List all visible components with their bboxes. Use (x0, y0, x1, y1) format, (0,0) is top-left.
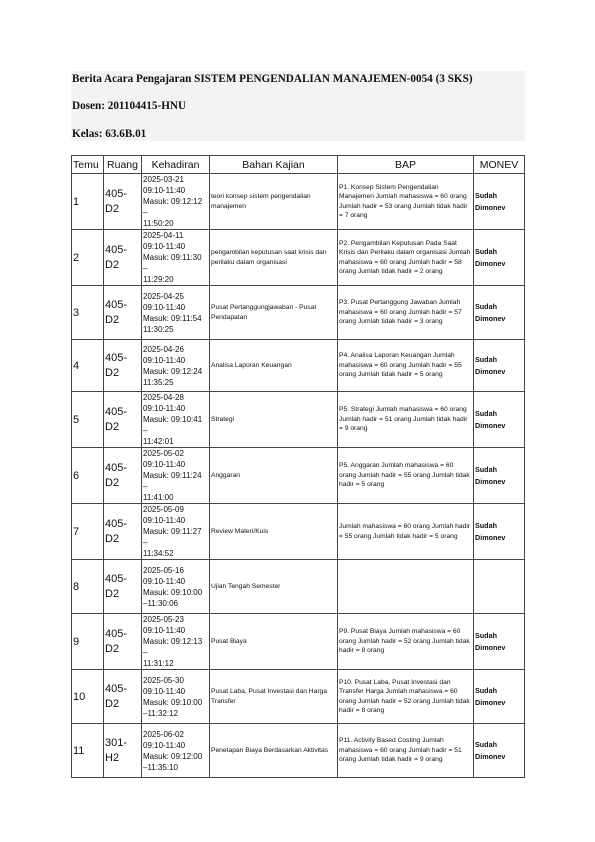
room-cell (104, 230, 142, 286)
topic-cell-text: Ujian Tengah Semester (211, 582, 281, 590)
lecturer-line: Dosen: 201104415-HNU (72, 100, 187, 112)
monev-status (474, 230, 525, 286)
topic-cell-text: Pusat Biaya (211, 637, 247, 645)
room-cell-text: 405-D2 (105, 572, 128, 600)
attendance-cell (142, 392, 210, 448)
bap-cell (338, 286, 474, 340)
topic-cell-text: Analisa Laporan Keuangan (211, 361, 292, 369)
attendance-cell (142, 230, 210, 286)
document-title: Berita Acara Pengajaran SISTEM PENGENDALIAN MANAJEMEN-0054 (3 SKS) (72, 73, 473, 85)
meeting-number-text: 11 (73, 744, 85, 757)
column-header-ruang: Ruang (104, 156, 142, 174)
topic-cell (210, 286, 338, 340)
attendance-cell-text: 2025-05-23 09:10-11:40 Masuk: 09:12:13 – 11:31:12 (143, 615, 203, 668)
room-cell-text: 405-D2 (105, 517, 128, 545)
bap-cell (338, 340, 474, 392)
room-cell (104, 286, 142, 340)
topic-cell-text: Strategi (211, 415, 235, 423)
topic-cell-text: Penetapan Biaya Berdasarkan Aktivitas (211, 746, 329, 754)
meeting-number-text: 5 (73, 413, 80, 426)
room-cell (104, 174, 142, 230)
monev-status-text: Sudah Dimonev (475, 685, 506, 707)
monev-status (474, 174, 525, 230)
room-cell (104, 724, 142, 778)
meeting-number (72, 174, 104, 230)
table-row (72, 340, 525, 392)
meeting-number (72, 230, 104, 286)
table-row (72, 670, 525, 724)
room-cell (104, 560, 142, 614)
attendance-cell (142, 286, 210, 340)
topic-cell-text: Review Materi/Kuis (211, 527, 269, 535)
meeting-number-text: 2 (73, 251, 80, 264)
monev-status (474, 392, 525, 448)
monev-status (474, 504, 525, 560)
monev-status-text: Sudah Dimonev (475, 739, 506, 761)
topic-cell (210, 614, 338, 670)
monev-status-text: Sudah Dimonev (475, 190, 506, 212)
bap-cell-text: P5. Strategi Jumlah mahasiswa = 60 orang Jumlah hadir = 51 orang Jumlah tidak hadir = 9 orang (339, 406, 468, 433)
bap-cell (338, 174, 474, 230)
attendance-cell-text: 2025-05-02 09:10-11:40 Masuk: 09:11:24 – 11:41:00 (143, 449, 202, 502)
topic-cell (210, 448, 338, 504)
room-cell-text: 405-D2 (105, 243, 128, 271)
meeting-number-text: 4 (73, 359, 80, 372)
topic-cell (210, 340, 338, 392)
table-row (72, 504, 525, 560)
table-header-row (72, 156, 525, 174)
meeting-number-text: 6 (73, 469, 80, 482)
room-cell-text: 405-D2 (105, 298, 128, 326)
monev-status (474, 614, 525, 670)
table-row (72, 448, 525, 504)
room-cell (104, 392, 142, 448)
attendance-cell-text: 2025-03-21 09:10-11:40 Masuk: 09:12:12 – 11:50:20 (143, 175, 203, 228)
meeting-number (72, 670, 104, 724)
topic-cell-text: Pusat Pertanggungjawaban - Pusat Pendapatan (211, 304, 317, 321)
bap-cell (338, 392, 474, 448)
monev-status-text: Sudah Dimonev (475, 354, 506, 376)
monev-status-text: Sudah Dimonev (475, 630, 506, 652)
bap-cell (338, 448, 474, 504)
table-row (72, 286, 525, 340)
bap-cell-text: P1. Konsep Sistem Pengendalian Manajemen Jumlah mahasiswa = 60 orang Jumlah hadir = 53 orang Jumlah tidak hadir = 7 orang (339, 183, 468, 219)
attendance-cell-text: 2025-06-02 09:10-11:40 Masuk: 09:12:00 –11:35:10 (143, 729, 203, 772)
topic-cell-text: pengambilan keputusan saat krisis dan perilaku dalam organisasi (211, 249, 327, 266)
monev-status (474, 448, 525, 504)
bap-cell-text: P9. Pusat Biaya Jumlah mahasiswa = 60 orang Jumlah hadir = 52 orang Jumlah tidak hadir = 8 orang (339, 628, 470, 655)
bap-cell (338, 230, 474, 286)
room-cell-text: 405-D2 (105, 461, 128, 489)
bap-cell-text: P2. Pengambilan Keputusan Pada Saat Krisis dan Perilaku dalam organisasi Jumlah mahasiswa = 60 orang Jumlah hadir = 58 orang Jumlah tidak hadir = 2 orang (339, 239, 471, 275)
room-cell (104, 614, 142, 670)
attendance-cell-text: 2025-05-30 09:10-11:40 Masuk: 09:10:00 –11:32:12 (143, 675, 203, 718)
table-row (72, 724, 525, 778)
attendance-cell-text: 2025-04-28 09:10-11:40 Masuk: 09:10:41 – 11:42:01 (143, 393, 203, 446)
bap-cell-text: P3. Pusat Pertanggung Jawaban Jumlah mahasiswa = 60 orang Jumlah hadir = 57 orang Jumlah tidak hadir = 3 orang (339, 299, 462, 326)
table-row (72, 560, 525, 614)
monev-status-text: Sudah Dimonev (475, 408, 506, 430)
monev-status-text: Sudah Dimonev (475, 464, 506, 486)
meeting-number-text: 1 (73, 195, 80, 208)
meeting-number (72, 286, 104, 340)
column-header-kehadiran: Kehadiran (142, 156, 210, 174)
topic-cell (210, 504, 338, 560)
topic-cell (210, 560, 338, 614)
attendance-cell (142, 614, 210, 670)
bap-cell-text: P4. Analisa Laporan Keuangan Jumlah mahasiswa = 60 orang Jumlah hadir = 55 orang Jumlah tidak hadir = 5 orang (339, 352, 462, 379)
meeting-number-text: 8 (73, 580, 80, 593)
attendance-cell-text: 2025-04-25 09:10-11:40 Masuk: 09:11:54 11:30:25 (143, 291, 202, 334)
topic-cell (210, 724, 338, 778)
attendance-cell (142, 560, 210, 614)
bap-cell-text: P5. Anggaran Jumlah mahasiswa = 60 orang Jumlah hadir = 55 orang Jumlah tidak hadir = 5 orang (339, 462, 470, 489)
monev-status (474, 670, 525, 724)
meeting-number-text: 9 (73, 635, 80, 648)
meeting-number (72, 614, 104, 670)
attendance-cell-text: 2025-05-09 09:10-11:40 Masuk: 09:11:27 – 11:34:52 (143, 505, 202, 558)
room-cell-text: 405-D2 (105, 405, 128, 433)
room-cell-text: 405-D2 (105, 627, 128, 655)
bap-cell (338, 670, 474, 724)
topic-cell (210, 392, 338, 448)
attendance-cell-text: 2025-04-11 09:10-11:40 Masuk: 09:11:30 – 11:29:20 (143, 231, 202, 284)
room-cell-text: 405-D2 (105, 187, 128, 215)
monev-status-text: Sudah Dimonev (475, 246, 506, 268)
attendance-cell (142, 670, 210, 724)
document-header (71, 71, 525, 141)
room-cell (104, 340, 142, 392)
meeting-number (72, 724, 104, 778)
room-cell (104, 670, 142, 724)
meeting-number-text: 10 (73, 690, 86, 703)
attendance-cell (142, 504, 210, 560)
table-row (72, 230, 525, 286)
topic-cell-text: Pusat Laba, Pusat Investasi dan Harga Transfer (211, 688, 327, 705)
bap-cell-text: P10. Pusat Laba, Pusat Investasi dan Transfer Harga Jumlah mahasiswa = 60 orang Jumlah hadir = 52 orang Jumlah tidak hadir = 8 orang (339, 678, 470, 714)
bap-cell-text: Jumlah mahasiswa = 60 orang Jumlah hadir = 55 orang Jumlah tidak hadir = 5 orang (339, 523, 471, 540)
room-cell-text: 301-H2 (105, 736, 128, 764)
bap-cell (338, 614, 474, 670)
attendance-cell (142, 340, 210, 392)
bap-cell (338, 560, 474, 614)
attendance-cell (142, 448, 210, 504)
column-header-bap: BAP (338, 156, 474, 174)
attendance-cell (142, 724, 210, 778)
topic-cell-text: Anggaran (211, 471, 241, 479)
meeting-number (72, 392, 104, 448)
bap-cell (338, 504, 474, 560)
topic-cell (210, 230, 338, 286)
meeting-number (72, 448, 104, 504)
topic-cell (210, 670, 338, 724)
class-line: Kelas: 63.6B.01 (72, 128, 147, 140)
room-cell-text: 405-D2 (105, 351, 128, 379)
table-row (72, 174, 525, 230)
meeting-number (72, 504, 104, 560)
attendance-cell-text: 2025-05-16 09:10-11:40 Masuk: 09:10:00 –11:30:06 (143, 565, 203, 608)
bap-cell (338, 724, 474, 778)
room-cell (104, 448, 142, 504)
column-header-temu: Temu (72, 156, 104, 174)
meeting-number-text: 3 (73, 306, 80, 319)
attendance-cell-text: 2025-04-26 09:10-11:40 Masuk: 09:12:24 11:35:25 (143, 344, 203, 387)
table-row (72, 392, 525, 448)
meeting-number-text: 7 (73, 525, 80, 538)
meeting-number (72, 560, 104, 614)
attendance-cell (142, 174, 210, 230)
column-header-bahan-kajian: Bahan Kajian (210, 156, 338, 174)
meeting-number (72, 340, 104, 392)
room-cell (104, 504, 142, 560)
monev-status (474, 286, 525, 340)
monev-status (474, 560, 525, 614)
monev-status (474, 340, 525, 392)
column-header-monev: MONEV (474, 156, 525, 174)
monev-status-text: Sudah Dimonev (475, 520, 506, 542)
teaching-record-table (71, 155, 525, 778)
bap-cell-text: P11. Activity Based Costing Jumlah mahasiswa = 60 orang Jumlah hadir = 51 orang Jumlah tidak hadir = 9 orang (339, 737, 462, 764)
table-row (72, 614, 525, 670)
topic-cell-text: teori konsep sistem pengendalian manajemen (211, 193, 311, 210)
topic-cell (210, 174, 338, 230)
monev-status (474, 724, 525, 778)
monev-status-text: Sudah Dimonev (475, 301, 506, 323)
room-cell-text: 405-D2 (105, 682, 128, 710)
